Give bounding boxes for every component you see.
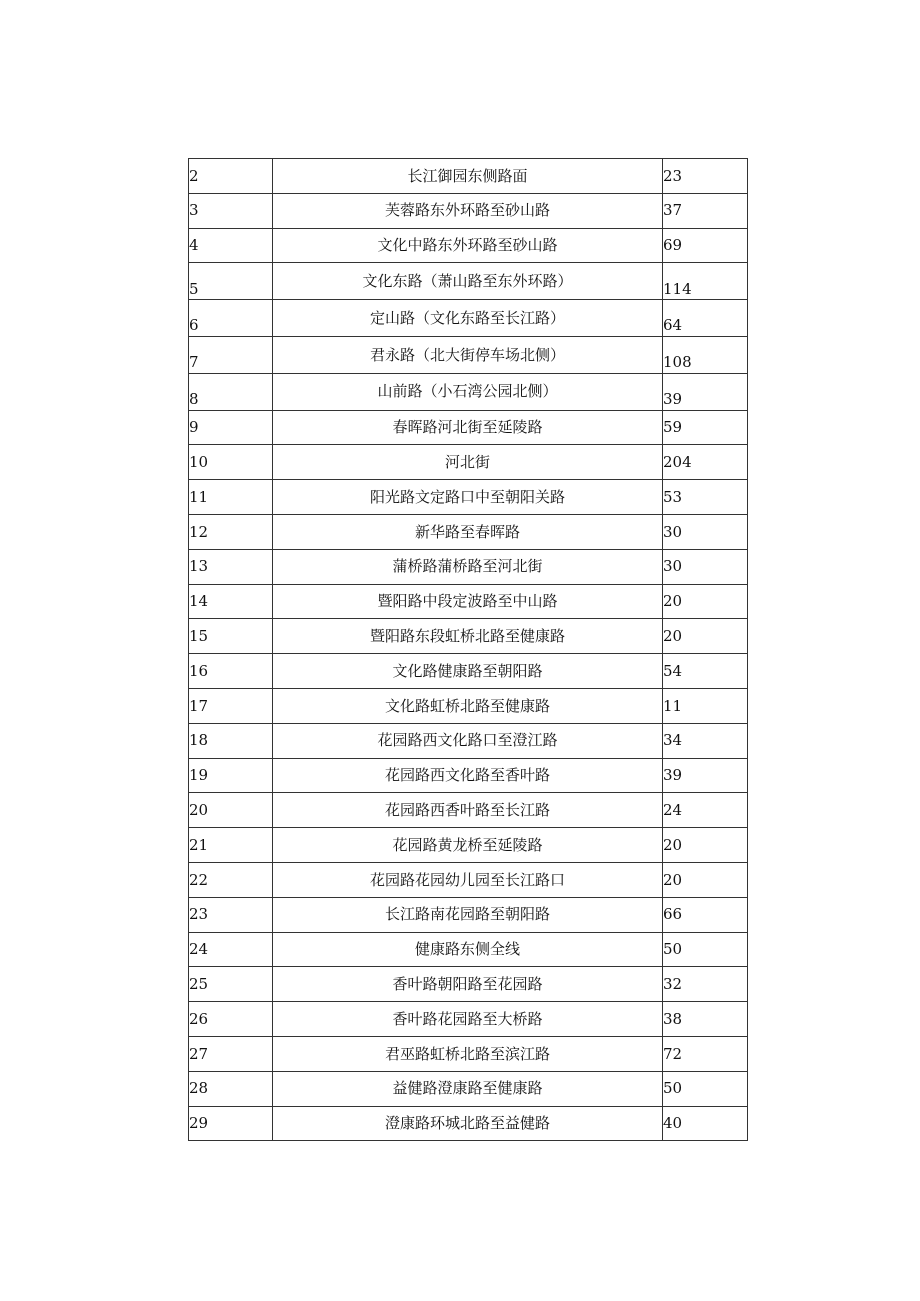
space-count: 114	[663, 263, 748, 300]
table-row	[189, 159, 748, 194]
row-number: 25	[189, 967, 273, 1002]
road-section: 君永路（北大街停车场北侧）	[273, 336, 663, 373]
space-count: 50	[663, 932, 748, 967]
table-row	[189, 584, 748, 619]
road-section: 文化东路（萧山路至东外环路）	[273, 263, 663, 300]
road-parking-table	[188, 158, 748, 1141]
space-count: 30	[663, 549, 748, 584]
row-number: 8	[189, 373, 273, 410]
space-count: 30	[663, 514, 748, 549]
space-count: 54	[663, 654, 748, 689]
space-count: 66	[663, 897, 748, 932]
space-count: 40	[663, 1106, 748, 1141]
table-row	[189, 862, 748, 897]
row-number: 16	[189, 654, 273, 689]
row-number: 19	[189, 758, 273, 793]
table-row	[189, 300, 748, 337]
row-number: 7	[189, 336, 273, 373]
row-number: 3	[189, 193, 273, 228]
road-section: 花园路西文化路至香叶路	[273, 758, 663, 793]
table-row	[189, 228, 748, 263]
table-row	[189, 654, 748, 689]
table-row	[189, 793, 748, 828]
row-number: 27	[189, 1036, 273, 1071]
row-number: 20	[189, 793, 273, 828]
road-section: 蒲桥路蒲桥路至河北街	[273, 549, 663, 584]
space-count: 32	[663, 967, 748, 1002]
space-count: 39	[663, 758, 748, 793]
space-count: 204	[663, 445, 748, 480]
space-count: 20	[663, 862, 748, 897]
row-number: 5	[189, 263, 273, 300]
space-count: 37	[663, 193, 748, 228]
row-number: 14	[189, 584, 273, 619]
space-count: 108	[663, 336, 748, 373]
road-section: 山前路（小石湾公园北侧）	[273, 373, 663, 410]
table-row	[189, 514, 748, 549]
row-number: 4	[189, 228, 273, 263]
road-section: 花园路黄龙桥至延陵路	[273, 828, 663, 863]
road-section: 文化路健康路至朝阳路	[273, 654, 663, 689]
space-count: 20	[663, 619, 748, 654]
table-row	[189, 1036, 748, 1071]
table-row	[189, 1106, 748, 1141]
space-count: 64	[663, 300, 748, 337]
space-count: 72	[663, 1036, 748, 1071]
space-count: 50	[663, 1071, 748, 1106]
road-section: 暨阳路东段虹桥北路至健康路	[273, 619, 663, 654]
road-section: 暨阳路中段定波路至中山路	[273, 584, 663, 619]
road-section: 花园路西香叶路至长江路	[273, 793, 663, 828]
road-section: 益健路澄康路至健康路	[273, 1071, 663, 1106]
table-row	[189, 967, 748, 1002]
row-number: 15	[189, 619, 273, 654]
road-section: 花园路花园幼儿园至长江路口	[273, 862, 663, 897]
road-section: 香叶路朝阳路至花园路	[273, 967, 663, 1002]
table-row	[189, 549, 748, 584]
table-row	[189, 480, 748, 515]
road-section: 芙蓉路东外环路至砂山路	[273, 193, 663, 228]
table-row	[189, 758, 748, 793]
space-count: 11	[663, 688, 748, 723]
road-section: 长江御园东侧路面	[273, 159, 663, 194]
table-row	[189, 1071, 748, 1106]
table-row	[189, 373, 748, 410]
space-count: 20	[663, 584, 748, 619]
road-section: 文化路虹桥北路至健康路	[273, 688, 663, 723]
table-row	[189, 193, 748, 228]
table-row	[189, 263, 748, 300]
row-number: 17	[189, 688, 273, 723]
road-section: 河北街	[273, 445, 663, 480]
road-section: 阳光路文定路口中至朝阳关路	[273, 480, 663, 515]
row-number: 18	[189, 723, 273, 758]
row-number: 13	[189, 549, 273, 584]
table-row	[189, 1002, 748, 1037]
road-section: 定山路（文化东路至长江路）	[273, 300, 663, 337]
space-count: 23	[663, 159, 748, 194]
row-number: 26	[189, 1002, 273, 1037]
road-section: 健康路东侧全线	[273, 932, 663, 967]
row-number: 10	[189, 445, 273, 480]
space-count: 53	[663, 480, 748, 515]
space-count: 69	[663, 228, 748, 263]
table-row	[189, 445, 748, 480]
row-number: 11	[189, 480, 273, 515]
table-row	[189, 688, 748, 723]
table-row	[189, 932, 748, 967]
row-number: 28	[189, 1071, 273, 1106]
table-row	[189, 723, 748, 758]
row-number: 6	[189, 300, 273, 337]
table-row	[189, 897, 748, 932]
table-row	[189, 336, 748, 373]
row-number: 12	[189, 514, 273, 549]
table-row	[189, 619, 748, 654]
space-count: 24	[663, 793, 748, 828]
row-number: 24	[189, 932, 273, 967]
road-section: 长江路南花园路至朝阳路	[273, 897, 663, 932]
space-count: 20	[663, 828, 748, 863]
space-count: 34	[663, 723, 748, 758]
space-count: 38	[663, 1002, 748, 1037]
road-section: 新华路至春晖路	[273, 514, 663, 549]
table-row	[189, 828, 748, 863]
road-section: 文化中路东外环路至砂山路	[273, 228, 663, 263]
table-row	[189, 410, 748, 445]
row-number: 29	[189, 1106, 273, 1141]
row-number: 22	[189, 862, 273, 897]
space-count: 59	[663, 410, 748, 445]
row-number: 21	[189, 828, 273, 863]
road-section: 香叶路花园路至大桥路	[273, 1002, 663, 1037]
road-section: 澄康路环城北路至益健路	[273, 1106, 663, 1141]
road-section: 花园路西文化路口至澄江路	[273, 723, 663, 758]
row-number: 23	[189, 897, 273, 932]
space-count: 39	[663, 373, 748, 410]
road-section: 君巫路虹桥北路至滨江路	[273, 1036, 663, 1071]
row-number: 9	[189, 410, 273, 445]
road-section: 春晖路河北街至延陵路	[273, 410, 663, 445]
row-number: 2	[189, 159, 273, 194]
